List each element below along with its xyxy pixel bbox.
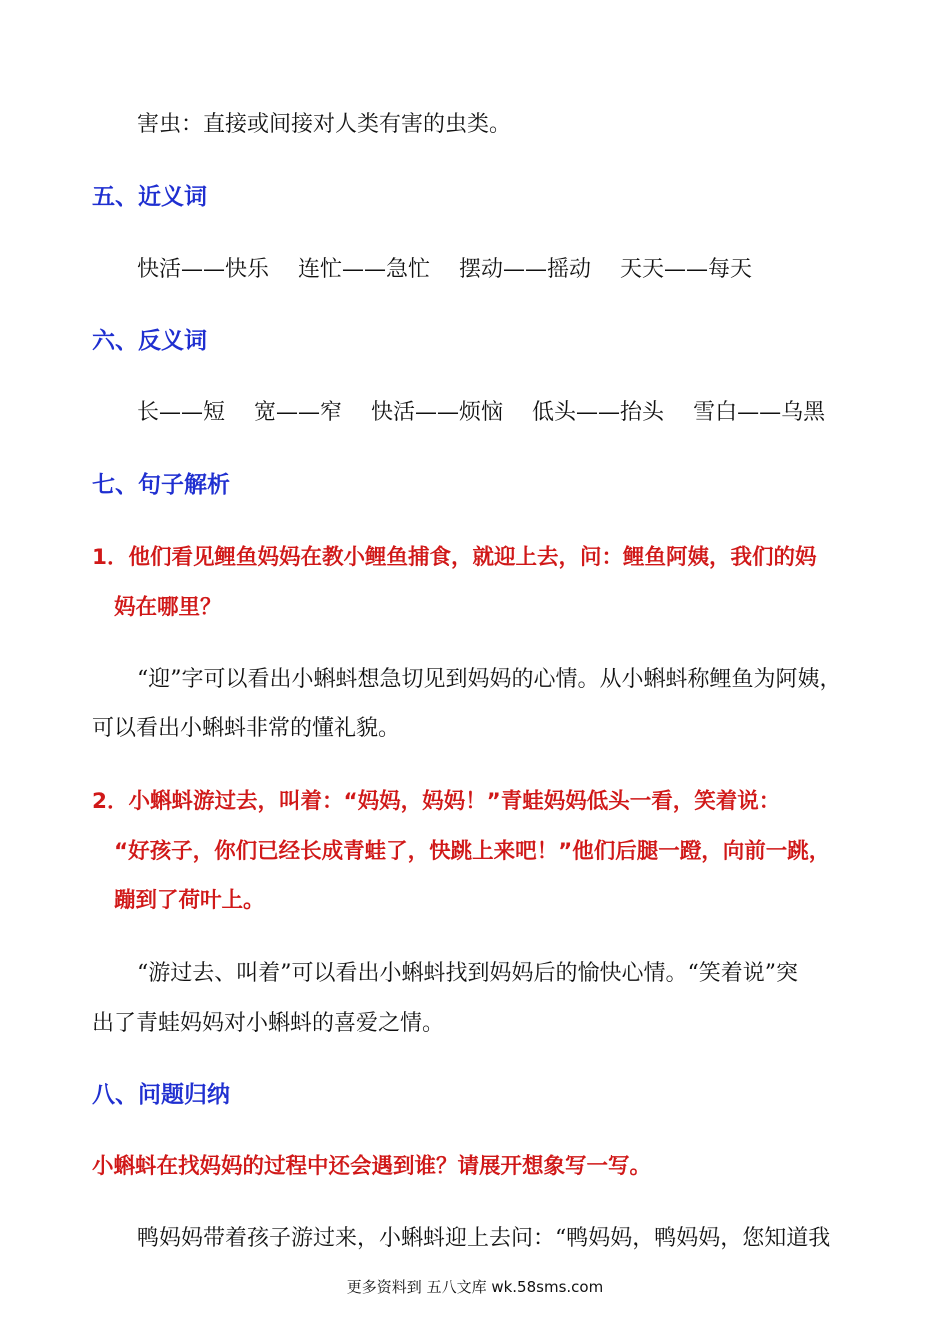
answer-1-line-1: “迎”字可以看出小蝌蚪想急切见到妈妈的心情。从小蝌蚪称鲤鱼为阿姨， xyxy=(137,667,842,692)
answer-2-line-2: 出了青蛙妈妈对小蝌蚪的喜爱之情。 xyxy=(92,1011,445,1036)
question-1-line-1: 1．他们看见鲤鱼妈妈在教小鲤鱼捕食，就迎上去，问：鲤鱼阿姨，我们的妈 xyxy=(92,545,817,570)
question-2-line-3: 蹦到了荷叶上。 xyxy=(114,888,265,913)
antonym-pair: 快活——烦恼 xyxy=(371,400,504,425)
synonym-list xyxy=(137,255,774,285)
antonym-pair: 长——短 xyxy=(137,400,226,425)
synonym-pair: 快活——快乐 xyxy=(137,257,270,282)
answer-1-line-2: 可以看出小蝌蚪非常的懂礼貌。 xyxy=(92,716,401,741)
question-3-line-1: 小蝌蚪在找妈妈的过程中还会遇到谁？请展开想象写一写。 xyxy=(92,1154,652,1179)
question-1-line-2: 妈在哪里？ xyxy=(114,595,222,620)
section-synonyms-title: 五、近义词 xyxy=(92,184,207,210)
antonym-pair: 宽——窄 xyxy=(254,400,343,425)
antonym-list xyxy=(137,398,847,428)
antonym-pair: 雪白——乌黑 xyxy=(693,400,826,425)
question-2-line-1: 2．小蝌蚪游过去，叫着：“妈妈，妈妈！”青蛙妈妈低头一看，笑着说： xyxy=(92,789,781,814)
section-sentence-analysis-title: 七、句子解析 xyxy=(92,472,230,498)
question-2-line-2: “好孩子，你们已经长成青蛙了，快跳上来吧！”他们后腿一蹬，向前一跳， xyxy=(114,839,831,864)
section-question-summary-title: 八、问题归纳 xyxy=(92,1082,230,1108)
synonym-pair: 连忙——急忙 xyxy=(298,257,431,282)
antonym-pair: 低头——抬头 xyxy=(532,400,665,425)
page-footer: 更多资料到 五八文库 wk.58sms.com xyxy=(346,1278,604,1296)
section-antonyms-title: 六、反义词 xyxy=(92,328,207,354)
synonym-pair: 摆动——摇动 xyxy=(459,257,592,282)
answer-3-line-1: 鸭妈妈带着孩子游过来，小蝌蚪迎上去问：“鸭妈妈，鸭妈妈，您知道我 xyxy=(137,1226,831,1251)
synonym-pair: 天天——每天 xyxy=(620,257,753,282)
answer-2-line-1: “游过去、叫着”可以看出小蝌蚪找到妈妈后的愉快心情。“笑着说”突 xyxy=(137,961,798,986)
pest-definition: 害虫：直接或间接对人类有害的虫类。 xyxy=(137,112,512,137)
